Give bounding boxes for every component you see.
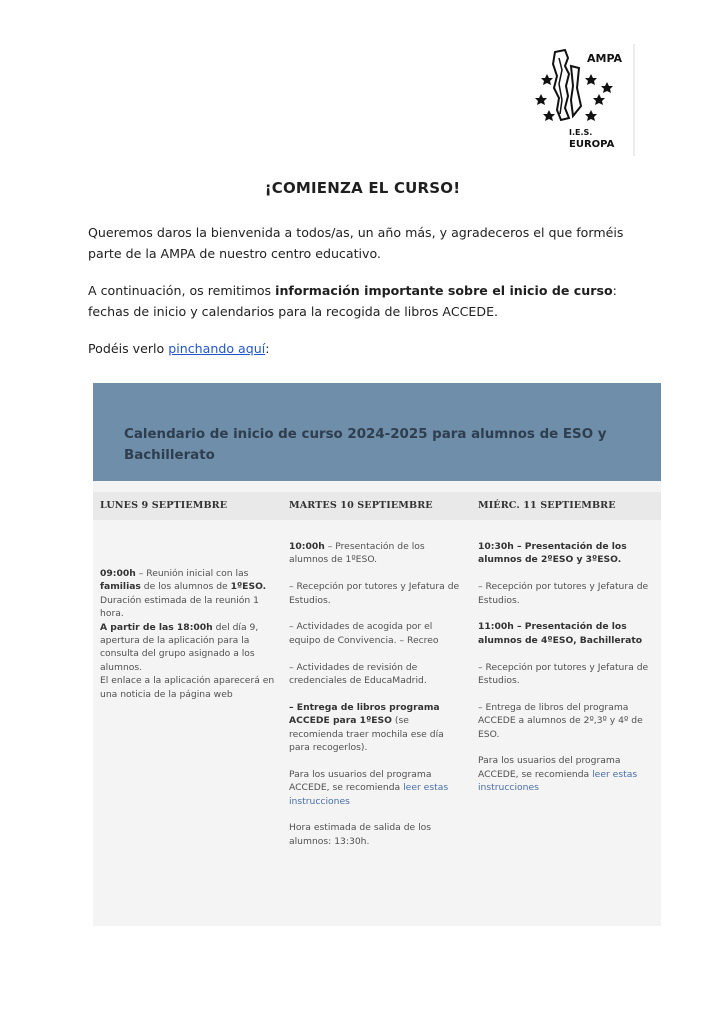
calendar-title: Calendario de inicio de curso 2024-2025 para alumnos de ESO y Bachillerato — [124, 427, 607, 463]
day-wednesday: MIÉRC. 11 SEPTIEMBRE — [478, 500, 616, 511]
day-tuesday: MARTES 10 SEPTIEMBRE — [289, 500, 433, 511]
info-text: A continuación, os remitimos — [88, 283, 276, 298]
wednesday-accede-text: Para los usuarios del programa ACCEDE, se recomienda — [478, 755, 621, 780]
see-text: Podéis verlo — [88, 341, 169, 356]
logo-europa-text: EUROPA — [569, 139, 615, 150]
tuesday-presentation: – Presentación de los alumnos de 1ºESO. — [289, 541, 425, 566]
wednesday-entry-4: – Recepción por tutores y Jefatura de Estudios. — [478, 661, 649, 687]
tuesday-instructions-link[interactable]: leer estas instrucciones — [289, 782, 449, 807]
calendar-header — [93, 383, 661, 481]
info-text-end: : fechas de inicio y calendarios para la recogida de libros ACCEDE. — [88, 283, 617, 319]
tuesday-entry-7: Hora estimada de salida de los alumnos: 13:30h. — [289, 822, 432, 847]
tuesday-entry-3: – Actividades de acogida por el equipo de Convivencia. – Recreo — [289, 621, 439, 646]
monday-families: familias — [100, 581, 141, 593]
ampa-logo — [535, 44, 635, 156]
info-bold-text: información importante sobre el inicio de curso — [275, 283, 613, 298]
tuesday-entry-6 — [289, 768, 464, 808]
tuesday-accede-text: Para los usuarios del programa ACCEDE, se recomienda — [289, 768, 432, 794]
monday-app-entry — [100, 621, 275, 675]
page-title: ¡COMIENZA EL CURSO! — [264, 179, 461, 197]
logo-ies-text: I.E.S. — [569, 128, 593, 137]
monday-text: – Reunión inicial con las — [135, 568, 249, 579]
wednesday-entry-5: – Entrega de libros del programa ACCEDE a alumnos de 2º,3º y 4º de ESO. — [478, 701, 643, 740]
monday-text-2: de los alumnos de — [140, 581, 231, 593]
monday-duration: Duración estimada de la reunión 1 hora. — [100, 594, 259, 620]
monday-app-time: A partir de las 18:00h — [100, 621, 213, 633]
intro-paragraph: Queremos daros la bienvenida a todos/as, un año más, y agradeceros el que forméis parte de la AMPA de nuestro centro educativo. — [88, 225, 624, 261]
wednesday-column — [478, 540, 653, 808]
pinchando-aqui-link[interactable]: pinchando aquí — [168, 341, 266, 356]
wednesday-entry-2: – Recepción por tutores y Jefatura de Estudios. — [478, 581, 649, 606]
tuesday-column — [289, 540, 464, 862]
ampa-europa-logo-icon — [535, 44, 635, 156]
wednesday-presentation-2: 11:00h – Presentación de los alumnos de 4ºESO, Bachillerato — [478, 621, 643, 646]
tuesday-entry-4: – Actividades de revisión de credenciales de EducaMadrid. — [289, 661, 427, 687]
info-paragraph — [88, 280, 638, 322]
tuesday-books-bold: – Entrega de libros programa ACCEDE para 1ºESO — [289, 701, 440, 727]
wednesday-entry-3 — [478, 620, 653, 647]
tuesday-time: 10:00h — [289, 541, 325, 552]
tuesday-entry-1 — [289, 540, 464, 567]
logo-ampa-text: AMPA — [587, 52, 623, 65]
day-monday: LUNES 9 SEPTIEMBRE — [100, 500, 228, 511]
see-paragraph — [88, 338, 638, 359]
tuesday-entry-2: – Recepción por tutores y Jefatura de Estudios. — [289, 581, 460, 606]
tuesday-entry-5 — [289, 701, 464, 755]
monday-eso: 1ºESO. — [230, 581, 267, 593]
wednesday-presentation-1: 10:30h – Presentación de los alumnos de 2ºESO y 3ºESO. — [478, 541, 627, 566]
wednesday-instructions-link[interactable]: leer estas instrucciones — [478, 768, 638, 794]
wednesday-entry-1 — [478, 540, 653, 567]
monday-column — [100, 567, 275, 701]
monday-app-text: del día 9, apertura de la aplicación para la consulta del grupo asignado a los alumnos. — [100, 621, 259, 673]
calendar-days-row — [93, 492, 661, 520]
monday-time: 09:00h — [100, 568, 136, 579]
monday-entry — [100, 567, 275, 621]
wednesday-entry-6 — [478, 754, 653, 794]
tuesday-books-note: (se recomienda traer mochila ese día para recogerlos). — [289, 715, 444, 754]
calendar-image — [93, 383, 661, 926]
see-colon: : — [265, 341, 270, 356]
monday-link-note: El enlace a la aplicación aparecerá en una noticia de la página web — [100, 675, 275, 700]
